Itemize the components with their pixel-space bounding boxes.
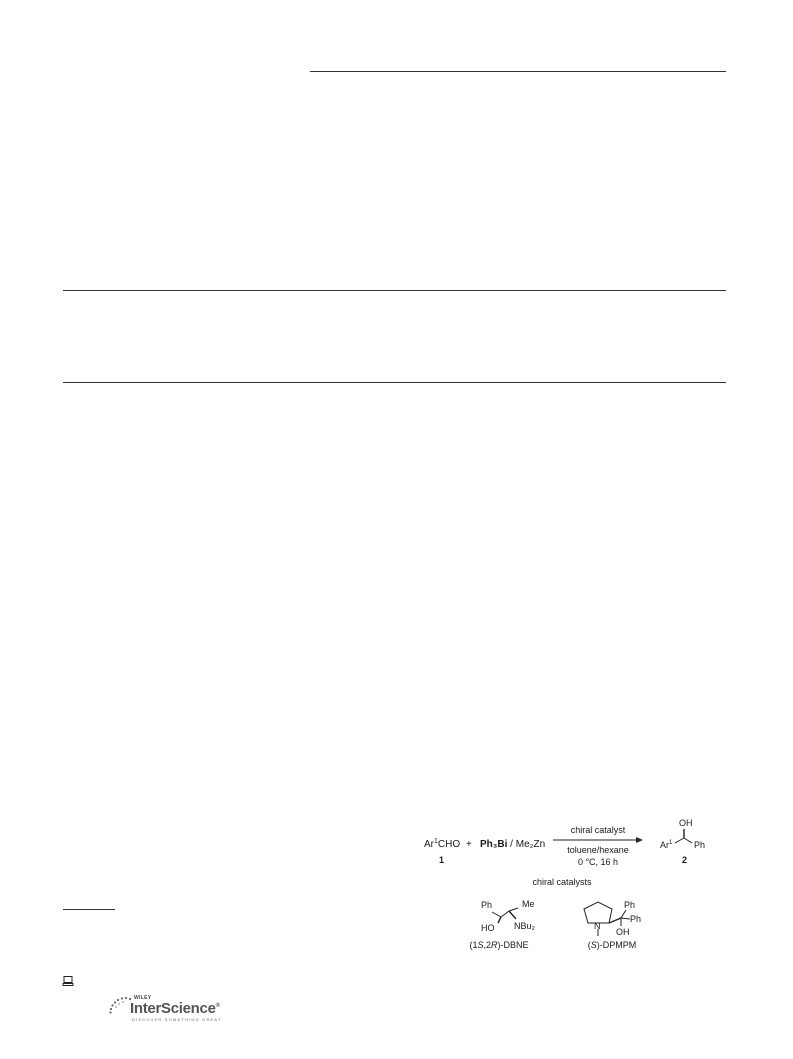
reaction-scheme	[410, 805, 730, 965]
dbne-bond-5	[498, 917, 501, 923]
plus-sign: +	[466, 839, 472, 850]
dbne-me: Me	[522, 899, 535, 909]
supporting-information-icon[interactable]	[62, 975, 74, 987]
dpmpm-bond-c	[609, 918, 621, 923]
catalysts-heading: chiral catalysts	[532, 877, 592, 887]
product-bond-ph	[684, 838, 692, 843]
dpmpm-bond-ph1	[621, 910, 626, 918]
footnote-rule	[63, 909, 115, 910]
reagent: Ph₃Bi / Me₂Zn	[480, 839, 546, 850]
section-rule-top	[63, 290, 726, 291]
dbne-nbu: NBu₂	[514, 921, 536, 931]
dbne-caption: (1S,2R)-DBNE	[469, 940, 529, 950]
header-rule	[310, 71, 726, 72]
dpmpm-caption: (S)-DPMPM	[587, 940, 637, 950]
product-ar: Ar$^1$	[660, 840, 673, 850]
logo-tagline: DISCOVER SOMETHING GREAT	[132, 1017, 222, 1022]
arrow-label-top: chiral catalyst	[570, 825, 626, 835]
dpmpm-oh: OH	[616, 927, 630, 937]
arrow-label-conditions: 0 °C, 16 h	[577, 857, 619, 867]
dbne-ph: Ph	[481, 900, 493, 910]
dbne-bond-3	[509, 908, 518, 911]
reactant-aldehyde: Ar$^1$CHO	[424, 838, 461, 850]
dpmpm-bond-ph2	[621, 918, 630, 919]
arrow-head	[636, 837, 643, 843]
dbne-ho: HO	[481, 923, 495, 933]
dbne-structure	[469, 899, 535, 950]
product-oh: OH	[679, 818, 693, 828]
dpmpm-ph-2: Ph	[630, 914, 642, 924]
product-ph: Ph	[694, 840, 706, 850]
dpmpm-structure	[584, 900, 641, 950]
compound-label-2: 2	[682, 855, 688, 865]
dpmpm-n: N	[594, 921, 601, 931]
logo-interscience-text: InterScience®	[130, 1000, 220, 1017]
product-bond-ar	[675, 838, 684, 843]
dbne-bond-1	[492, 912, 501, 917]
compound-label-1: 1	[439, 855, 445, 865]
pyrrolidine-ring	[584, 902, 612, 923]
section-rule-bottom	[63, 382, 726, 383]
arrow-label-solvent: toluene/hexane	[567, 845, 629, 855]
dbne-bond-4	[509, 911, 516, 919]
logo-wiley-text: WILEY	[134, 995, 152, 1001]
logo-dots-icon	[103, 995, 133, 1019]
dbne-bond-2	[501, 911, 509, 917]
dpmpm-ph-1: Ph	[624, 900, 636, 910]
